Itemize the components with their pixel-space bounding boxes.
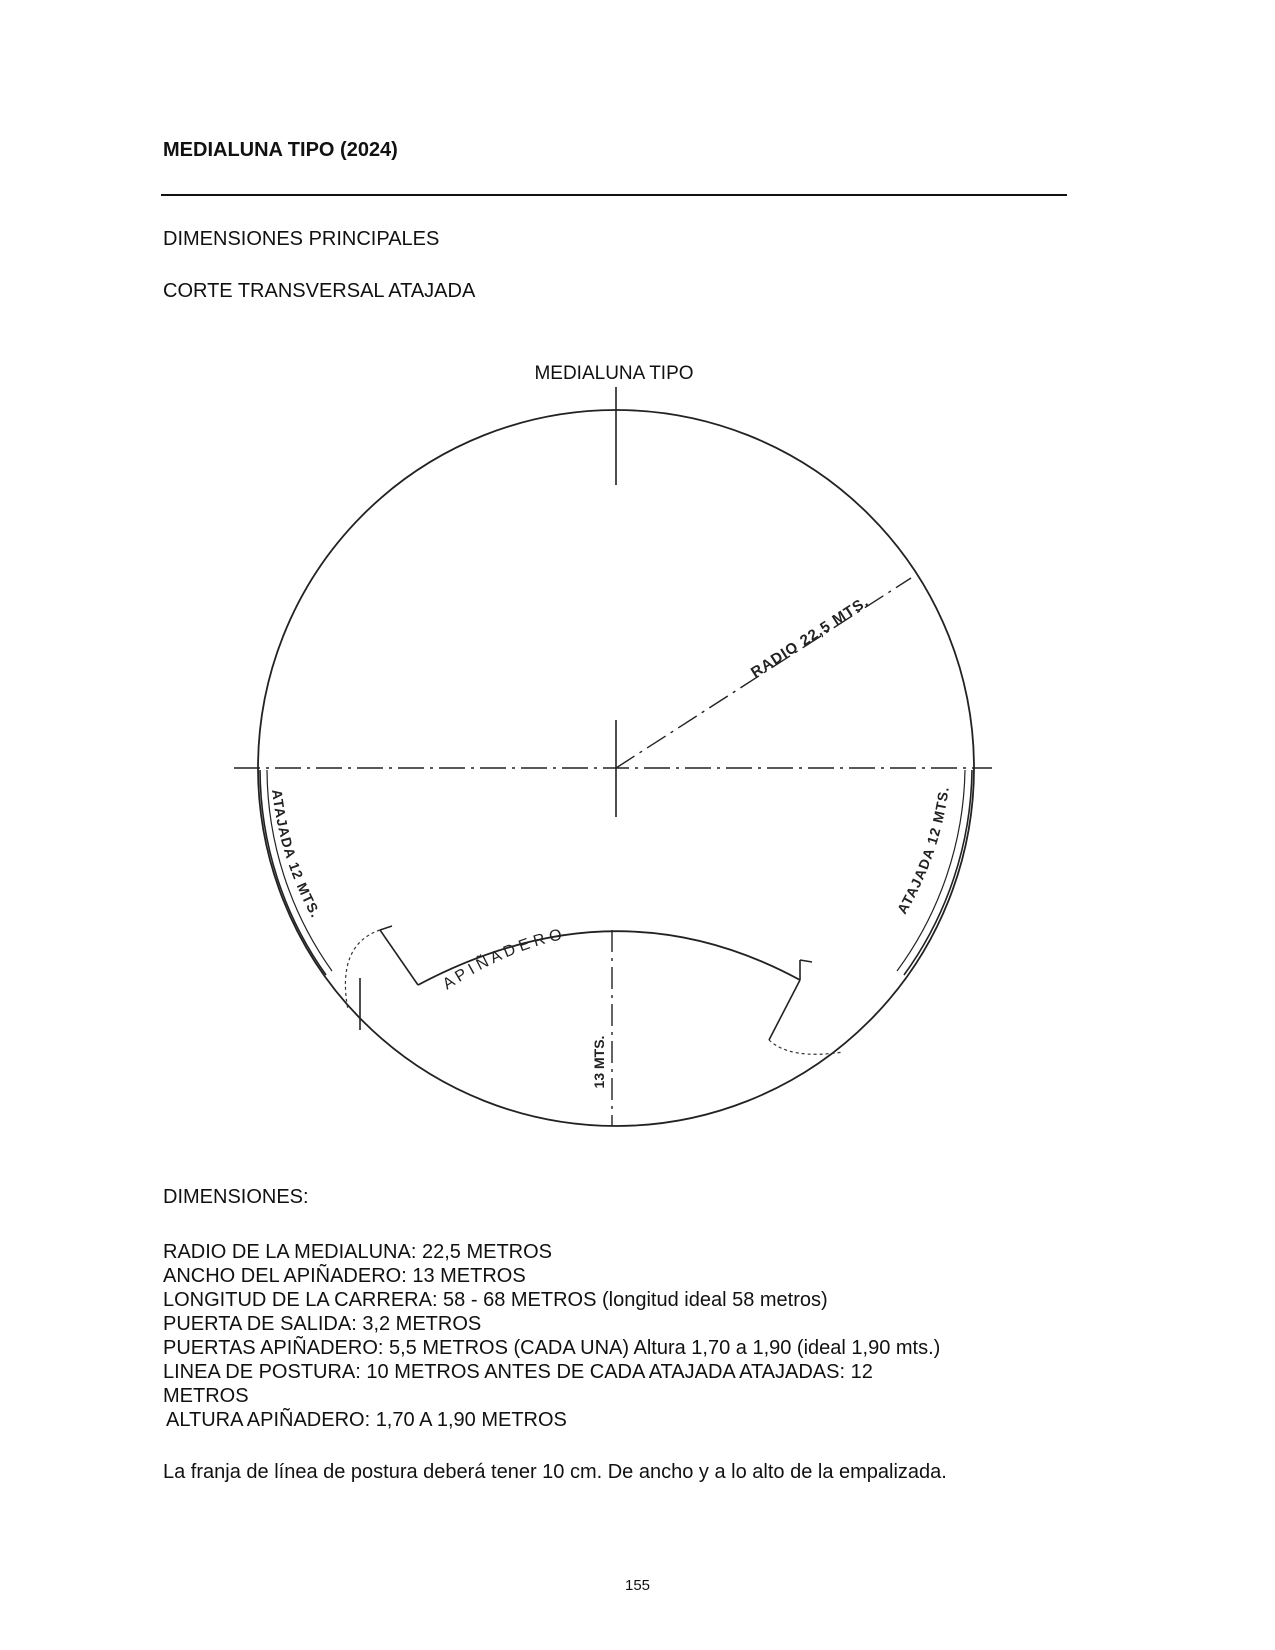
medialuna-diagram [220,355,1000,1135]
gate-swing-left [345,930,380,1010]
dimensions-list [163,1240,940,1432]
figure-caption: MEDIALUNA TIPO [534,363,694,384]
dimension-item: RADIO DE LA MEDIALUNA: 22,5 METROS [163,1241,552,1263]
dimensions-heading: DIMENSIONES: [163,1186,309,1208]
gate-swing-right [769,1040,843,1054]
apinadero-gate-right [769,980,800,1040]
apinadero-gate-left [380,930,418,985]
atajada-right-label: ATAJADA 12 MTS. [893,785,952,917]
title-divider [161,194,1067,196]
apinadero-width-label: 13 MTS. [591,1035,607,1089]
dimension-item: ALTURA APIÑADERO: 1,70 A 1,90 METROS [166,1409,567,1431]
dimension-item: LONGITUD DE LA CARRERA: 58 - 68 METROS (longitud ideal 58 metros) [163,1289,828,1311]
dimension-item: LINEA DE POSTURA: 10 METROS ANTES DE CADA ATAJADA ATAJADAS: 12 [163,1361,873,1383]
dimension-item: METROS [163,1385,249,1407]
apinadero-label: A P I Ñ A D E R O [439,926,564,994]
radius-label: RADIO 22,5 MTS. [747,593,873,682]
page-number: 155 [624,1577,651,1594]
dimension-item: ANCHO DEL APIÑADERO: 13 METROS [163,1265,526,1287]
footnote: La franja de línea de postura deberá tener 10 cm. De ancho y a lo alto de la empalizada. [163,1461,947,1483]
section-subsubtitle: CORTE TRANSVERSAL ATAJADA [163,280,476,302]
section-subtitle: DIMENSIONES PRINCIPALES [163,228,440,250]
atajada-left-label: ATAJADA 12 MTS. [268,788,325,921]
dimension-item: PUERTAS APIÑADERO: 5,5 METROS (CADA UNA) Altura 1,70 a 1,90 (ideal 1,90 mts.) [163,1337,941,1359]
document-title: MEDIALUNA TIPO (2024) [163,139,398,161]
dimension-item: PUERTA DE SALIDA: 3,2 METROS [163,1313,482,1335]
